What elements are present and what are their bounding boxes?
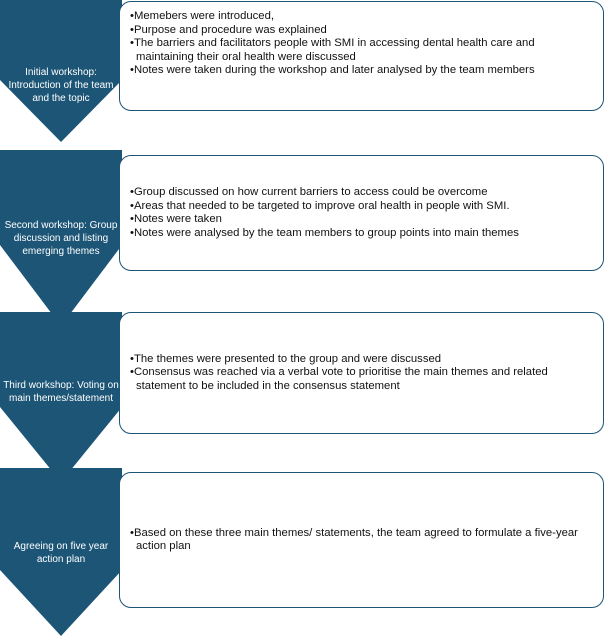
step-1-bullet-1: • Memebers were introduced, [130,10,595,24]
step-3-panel [119,312,604,434]
step-1-bullet-3: • The barriers and facilitators people with SMI in accessing dental health care and maintaining their oral health were discussed [130,37,595,64]
step-2-label: Second workshop: Group discussion and listing emerging themes [4,219,118,257]
step-1-bullet-4: • Notes were taken during the workshop and later analysed by the team members [130,64,595,78]
step-4-bullet-1: • Based on these three main themes/ statements, the team agreed to formulate a five-year action plan [130,527,595,554]
step-2-bullet-2: • Areas that needed to be targeted to improve oral health in people with SMI. [130,200,595,214]
step-4-label: Agreeing on five year action plan [13,541,109,565]
step-2-bullet-4: • Notes were analysed by the team members to group points into main themes [130,227,595,241]
step-2-panel [119,155,604,271]
step-3-bullet-1: • The themes were presented to the group and were discussed [130,353,595,367]
step-1-panel [119,1,604,111]
step-4-panel [119,472,604,608]
step-3-label: Third workshop: Voting on main themes/statement [3,380,119,404]
step-2-bullet-3: • Notes were taken [130,213,595,227]
step-3-bullet-2: • Consensus was reached via a verbal vote to prioritise the main themes and related statement to be included in the consensus statement [130,366,595,393]
step-2-bullet-1: • Group discussed on how current barriers to access could be overcome [130,186,595,200]
step-1-bullet-2: • Purpose and procedure was explained [130,24,595,38]
step-1-label: Initial workshop: Introduction of the team and the topic [8,66,114,104]
